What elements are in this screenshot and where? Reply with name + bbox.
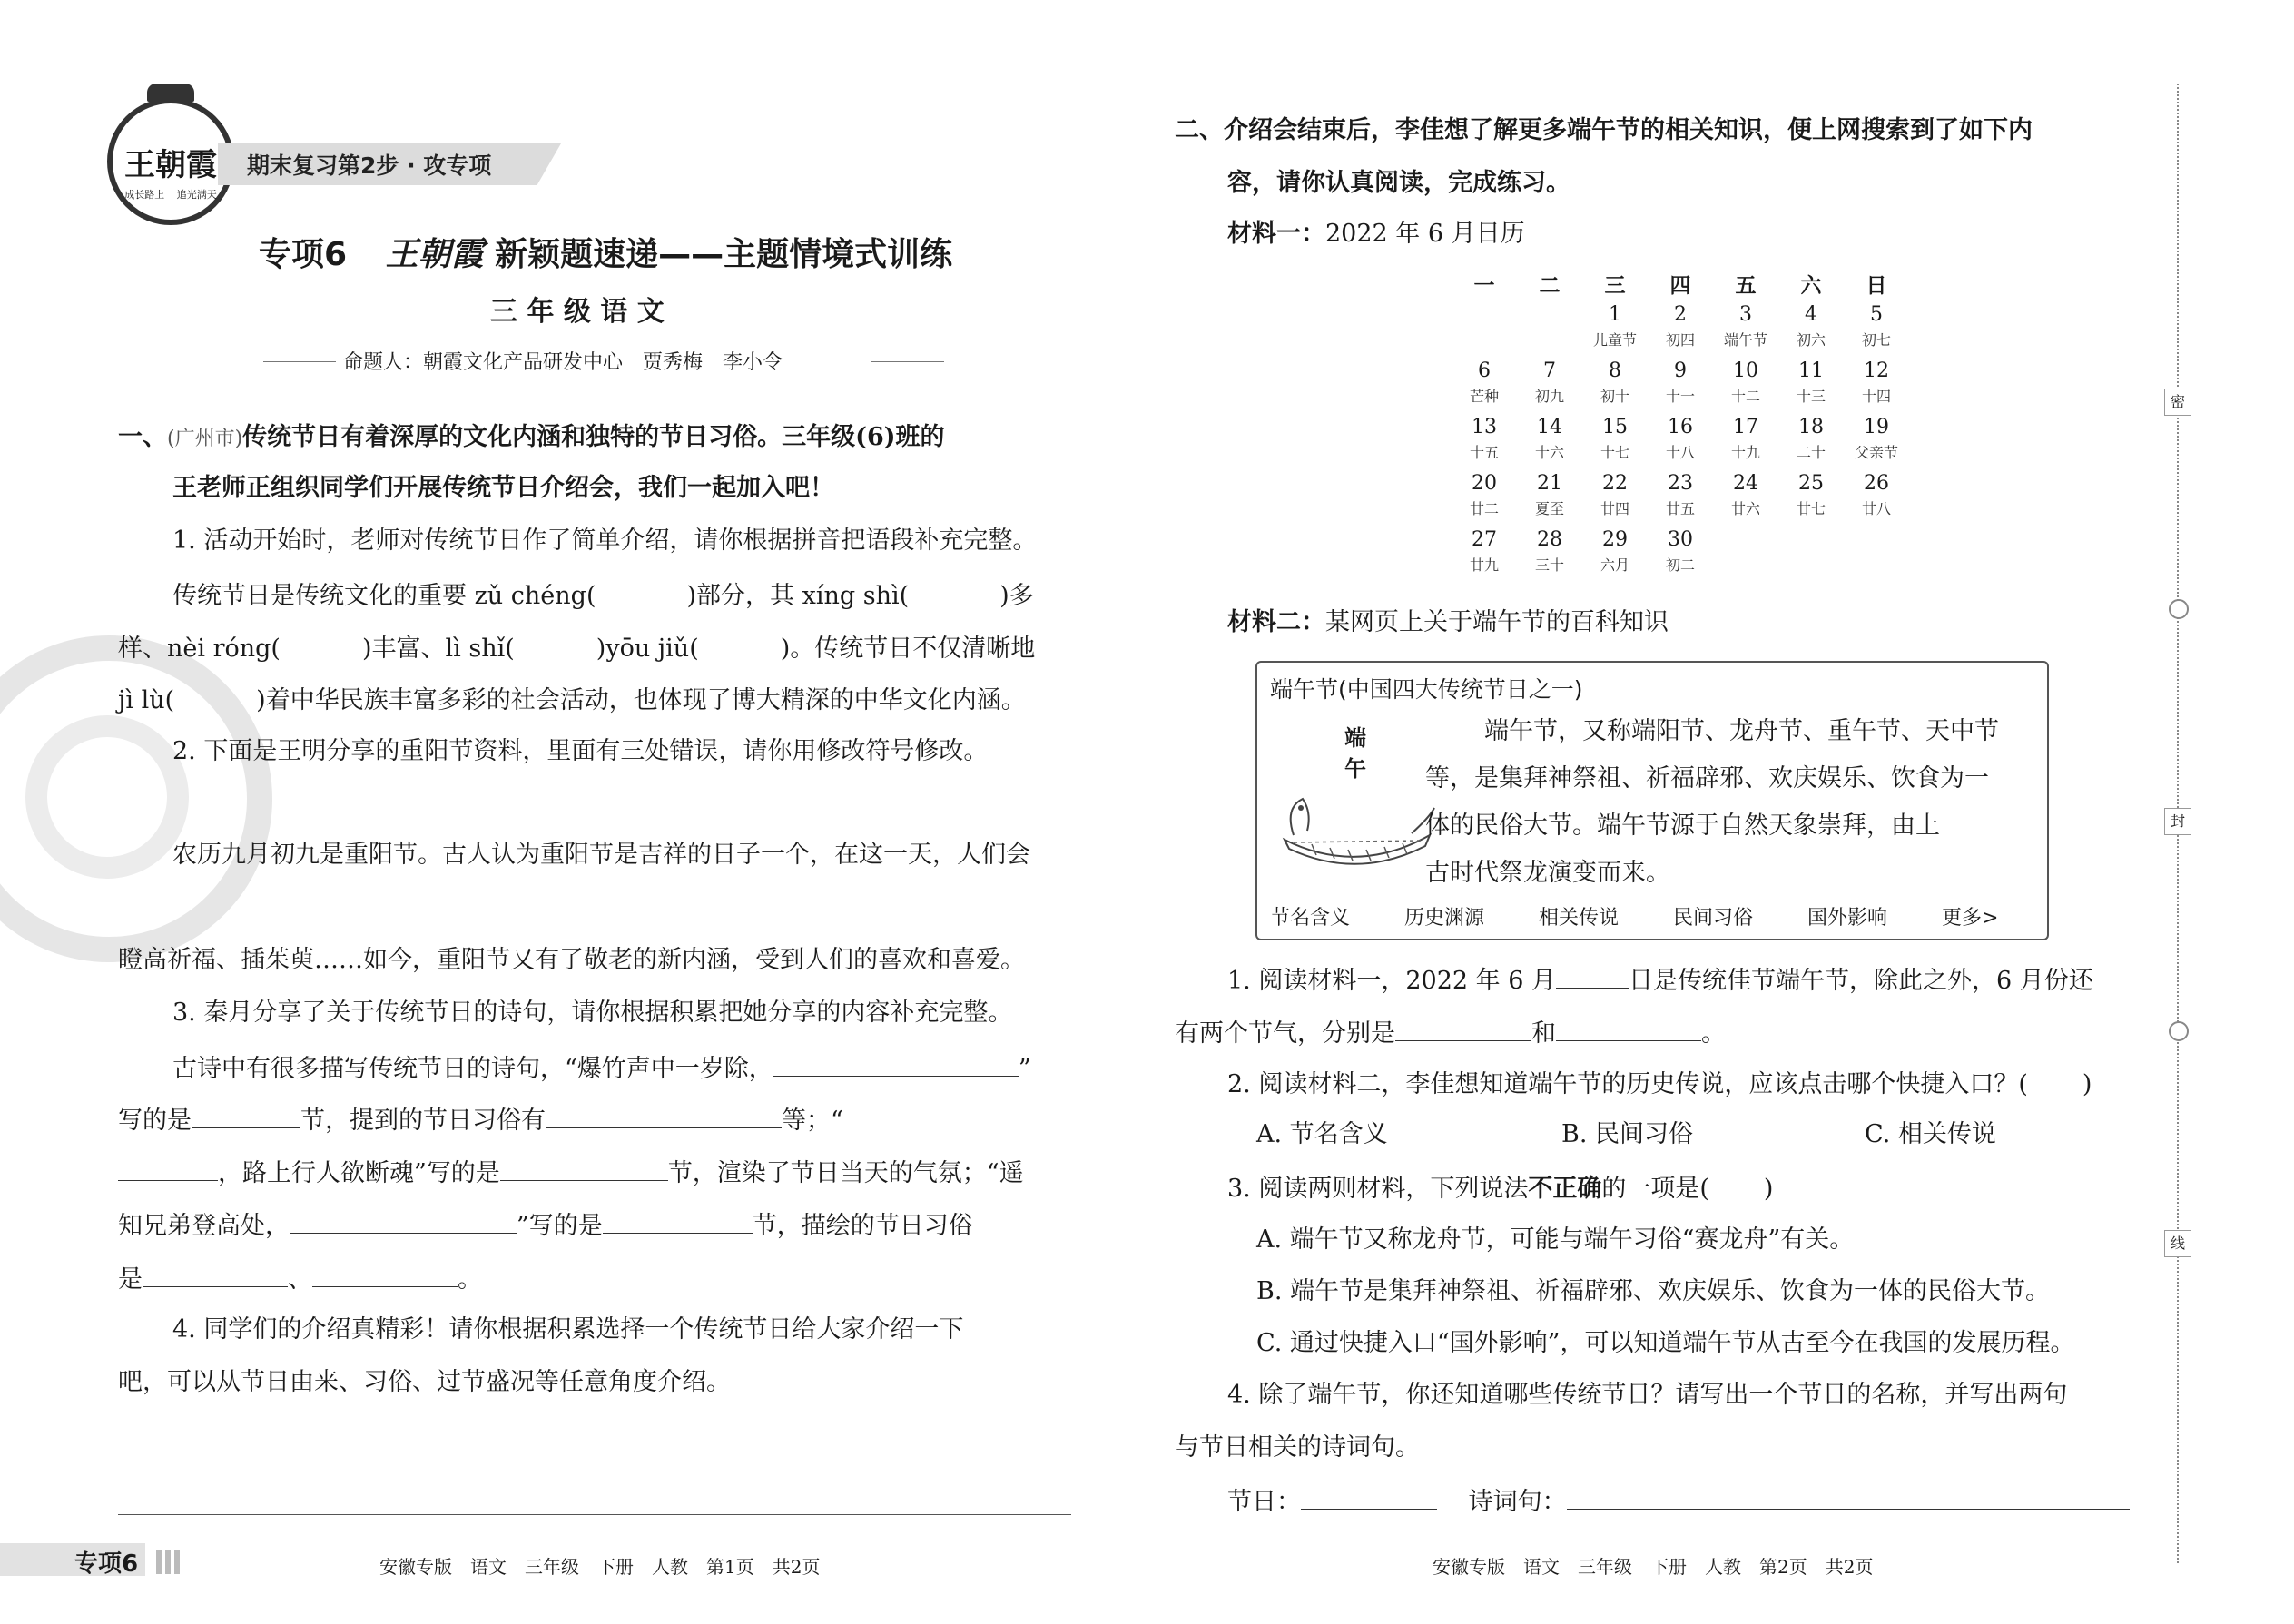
calendar-day: 23	[1668, 472, 1693, 495]
s1-q2-passage: 瞪高祈福、插茱萸……如今，重阳节又有了敬老的新内涵，受到人们的喜欢和喜爱。	[118, 946, 1025, 974]
encyclopedia-body: 古时代祭龙演变而来。	[1425, 859, 1670, 887]
calendar-day-note: 初六	[1796, 331, 1826, 349]
s1-q3-text: 节，渲染了节日当天的气氛；“遥	[667, 1159, 1024, 1187]
authors-rule-right	[871, 361, 944, 362]
s2-q3-option-a[interactable]: A. 端午节又称龙舟节，可能与端午习俗“赛龙舟”有关。	[1256, 1225, 1855, 1254]
link-history[interactable]: 历史渊源	[1404, 907, 1485, 930]
calendar-day: 14	[1537, 416, 1562, 438]
logo-small-right: 追光满天	[176, 189, 217, 201]
calendar-day: 7	[1543, 359, 1556, 382]
calendar-day: 20	[1472, 472, 1497, 495]
s1-q1-text: )yōu jiǔ(	[596, 635, 699, 663]
calendar-day-note: 十一	[1665, 388, 1695, 405]
calendar-day-note: 三十	[1534, 556, 1564, 574]
answer-blank[interactable]	[500, 1155, 668, 1181]
calendar-day: 15	[1602, 416, 1628, 438]
calendar-day: 8	[1609, 359, 1621, 382]
answer-blank[interactable]	[1556, 962, 1629, 989]
page-subtitle: 三 年 级 语 文	[490, 296, 665, 328]
calendar-day: 2	[1674, 303, 1687, 326]
page-title: 新颖题速递——主题情境式训练	[495, 236, 953, 273]
festival-label: 节日：	[1227, 1488, 1301, 1516]
s1-q3-text: 知兄弟登高处，	[118, 1212, 290, 1240]
calendar-day-note: 廿七	[1796, 500, 1826, 517]
material2-label: 材料二：	[1227, 608, 1325, 636]
answer-blank[interactable]	[118, 1155, 218, 1181]
answer-blank[interactable]	[773, 1050, 1019, 1077]
encyclopedia-box	[1255, 661, 2049, 940]
s1-q1-text: )。传统节日不仅清晰地	[780, 635, 1036, 663]
calendar-day-note: 二十	[1796, 444, 1826, 461]
calendar-day-note: 十九	[1730, 444, 1760, 461]
s2-q2-option-c[interactable]: C. 相关传说	[1865, 1120, 1996, 1148]
calendar-day-note: 父亲节	[1854, 444, 1898, 461]
logo-crown-icon	[147, 84, 194, 102]
link-legends[interactable]: 相关传说	[1539, 907, 1620, 930]
s2-q4-prompt-cont: 与节日相关的诗词句。	[1175, 1433, 1420, 1462]
s1-q1-text: )丰富、lì shǐ(	[361, 635, 515, 663]
material2-text: 某网页上关于端午节的百科知识	[1325, 608, 1669, 636]
calendar-day: 27	[1472, 528, 1497, 551]
link-foreign-influence[interactable]: 国外影响	[1807, 907, 1888, 930]
calendar-day-note: 初十	[1600, 388, 1629, 405]
calendar-day-note: 十八	[1665, 444, 1695, 461]
poem-label: 诗词句：	[1468, 1488, 1567, 1516]
answer-blank[interactable]	[1556, 1015, 1701, 1041]
s1-q3-prompt: 3. 秦月分享了关于传统节日的诗句，请你根据积累把她分享的内容补充完整。	[172, 999, 1013, 1027]
title-brand: 王朝霞	[385, 235, 484, 273]
calendar-day-note: 儿童节	[1592, 331, 1637, 349]
s1-q1-text: )着中华民族丰富多彩的社会活动，也体现了博大精深的中华文化内涵。	[256, 686, 1026, 714]
answer-blank[interactable]	[290, 1207, 517, 1234]
calendar-day: 28	[1537, 528, 1562, 551]
writing-line[interactable]	[118, 1514, 1071, 1515]
calendar-day: 17	[1733, 416, 1758, 438]
answer-box[interactable]	[909, 578, 999, 604]
answer-box[interactable]	[174, 683, 256, 708]
calendar-day: 16	[1668, 416, 1693, 438]
calendar-day-note: 端午节	[1723, 331, 1767, 349]
s2-q1-text: 。	[1701, 1019, 1726, 1048]
calendar-day-note: 十六	[1534, 444, 1564, 461]
calendar-day-note: 六月	[1600, 556, 1629, 574]
answer-box[interactable]	[515, 631, 596, 656]
calendar-weekday: 一	[1473, 273, 1495, 298]
s1-q1-text: )部分，其 xíng shì(	[686, 582, 910, 610]
margin-label-feng: 封	[2164, 808, 2191, 835]
s1-q3-text: 古诗中有很多描写传统节日的诗句，“爆竹声中一岁除，	[172, 1055, 773, 1083]
link-name-meaning[interactable]: 节名含义	[1270, 907, 1351, 930]
calendar-day: 11	[1798, 359, 1824, 382]
encyclopedia-title: 端午节(中国四大传统节日之一)	[1270, 676, 1583, 703]
footer-page-info: 安徽专版 语文 三年级 下册 人教 第2页 共2页	[1433, 1556, 1874, 1578]
s2-q1-text: 和	[1531, 1019, 1556, 1048]
calendar-weekday: 四	[1669, 273, 1691, 298]
authors-rule-left	[263, 361, 336, 362]
section1-heading: 传统节日有着深厚的文化内涵和独特的节日习俗。三年级(6)班的	[242, 423, 945, 451]
answer-blank[interactable]	[143, 1261, 288, 1287]
calendar-day: 19	[1864, 416, 1889, 438]
encyclopedia-caption: 端午	[1344, 724, 1366, 782]
answer-blank[interactable]	[1395, 1015, 1531, 1041]
calendar-weekday: 二	[1539, 273, 1561, 298]
calendar-day: 21	[1537, 472, 1562, 495]
calendar-day: 24	[1733, 472, 1758, 495]
calendar-day-note: 十五	[1469, 444, 1499, 461]
calendar-day: 29	[1602, 528, 1628, 551]
header-band-label: 期末复习第2步 · 攻专项	[247, 153, 492, 179]
answer-box[interactable]	[281, 631, 362, 656]
s2-q3-emphasis: 不正确	[1528, 1175, 1602, 1203]
answer-blank[interactable]	[312, 1261, 458, 1287]
calendar-day: 25	[1798, 472, 1824, 495]
s2-q1-text: 1. 阅读材料一，2022 年 6 月	[1227, 967, 1556, 995]
s1-q3-text: 节，描绘的节日习俗	[752, 1212, 973, 1240]
calendar-day-note: 芒种	[1469, 388, 1499, 405]
calendar-day: 5	[1870, 303, 1883, 326]
calendar-day: 30	[1668, 528, 1693, 551]
calendar-day: 13	[1472, 416, 1497, 438]
s1-q3-text: 、	[288, 1265, 312, 1294]
binding-circle-icon	[2169, 1021, 2189, 1041]
answer-blank[interactable]	[546, 1102, 782, 1128]
calendar-day: 4	[1805, 303, 1817, 326]
calendar-day-note: 十三	[1796, 388, 1826, 405]
dragon-boat-image	[1275, 790, 1439, 871]
title-prefix: 专项6	[259, 236, 348, 273]
calendar-day-note: 廿二	[1469, 500, 1499, 517]
s2-q3-text: 3. 阅读两则材料，下列说法	[1227, 1175, 1529, 1203]
calendar-day: 22	[1602, 472, 1628, 495]
encyclopedia-body: 等，是集拜神祭祖、祈福辟邪、欢庆娱乐、饮食为一	[1425, 764, 1989, 792]
logo-text: 王朝霞	[124, 147, 217, 183]
s2-q4-prompt: 4. 除了端午节，你还知道哪些传统节日？请写出一个节日的名称，并写出两句	[1227, 1381, 2068, 1409]
footer-decor	[156, 1550, 180, 1574]
calendar-day-note: 廿六	[1730, 500, 1760, 517]
margin-label-xian: 线	[2164, 1230, 2191, 1257]
s1-q3-text: 。	[458, 1265, 482, 1294]
link-more[interactable]: 更多>	[1942, 907, 1999, 930]
s2-q3-option-c[interactable]: C. 通过快捷入口“国外影响”，可以知道端午节从古至今在我国的发展历程。	[1256, 1329, 2075, 1357]
calendar-weekday: 三	[1604, 273, 1626, 298]
calendar-day: 9	[1674, 359, 1687, 382]
answer-box[interactable]	[699, 631, 781, 656]
s2-q2-option-b[interactable]: B. 民间习俗	[1561, 1120, 1694, 1148]
calendar-day-note: 夏至	[1534, 500, 1564, 517]
calendar-weekday: 五	[1735, 273, 1757, 298]
s1-q2-prompt: 2. 下面是王明分享的重阳节资料，里面有三处错误，请你用修改符号修改。	[172, 737, 989, 765]
s2-q3-text: )	[1763, 1175, 1774, 1203]
calendar	[1452, 269, 1925, 577]
calendar-day-note: 廿八	[1861, 500, 1891, 517]
s1-q4-prompt: 4. 同学们的介绍真精彩！请你根据积累选择一个传统节日给大家介绍一下	[172, 1315, 964, 1343]
s2-q3-text: 的一项是(	[1601, 1175, 1709, 1203]
binding-circle-icon	[2169, 599, 2189, 619]
calendar-day: 6	[1478, 359, 1491, 382]
s2-q1-text: 日是传统佳节端午节，除此之外，6 月份还	[1628, 967, 2093, 995]
s1-q1-text: 样、nèi róng(	[118, 635, 281, 663]
section2-heading: 二、介绍会结束后，李佳想了解更多端午节的相关知识，便上网搜索到了如下内	[1175, 116, 2033, 144]
material1-text: 2022 年 6 月日历	[1325, 220, 1525, 248]
brand-logo	[107, 98, 234, 225]
calendar-day-note: 廿四	[1600, 500, 1629, 517]
calendar-day: 3	[1739, 303, 1752, 326]
s1-q4-prompt-cont: 吧，可以从节日由来、习俗、过节盛况等任意角度介绍。	[118, 1368, 731, 1396]
s1-q3-text: ”写的是	[517, 1212, 603, 1240]
s2-q3-option-b[interactable]: B. 端午节是集拜神祭祖、祈福辟邪、欢庆娱乐、饮食为一体的民俗大节。	[1256, 1277, 2051, 1305]
s2-q1-text: 有两个节气，分别是	[1175, 1019, 1395, 1048]
link-customs[interactable]: 民间习俗	[1673, 907, 1754, 930]
calendar-day: 12	[1864, 359, 1889, 382]
s1-q3-text: ”	[1018, 1055, 1031, 1083]
s1-q1-prompt: 1. 活动开始时，老师对传统节日作了简单介绍，请你根据拼音把语段补充完整。	[172, 527, 1038, 555]
s2-q2-text: 2. 阅读材料二，李佳想知道端午节的历史传说，应该点击哪个快捷入口？(	[1227, 1070, 2028, 1098]
calendar-day-note: 廿九	[1469, 556, 1499, 574]
s1-q3-text: 等；“	[782, 1107, 843, 1135]
footer-section-tag: 专项6	[74, 1550, 139, 1578]
answer-box[interactable]	[596, 578, 686, 604]
section1-tag: (广州市)	[167, 428, 243, 450]
calendar-day-note: 十二	[1730, 388, 1760, 405]
s1-q1-text: 传统节日是传统文化的重要 zǔ chéng(	[172, 582, 596, 610]
s1-q2-passage: 农历九月初九是重阳节。古人认为重阳节是吉祥的日子一个，在这一天，人们会	[172, 841, 1030, 869]
calendar-day-note: 初四	[1665, 331, 1695, 349]
calendar-weekday: 日	[1866, 273, 1887, 298]
calendar-day: 1	[1609, 303, 1621, 326]
s2-q2-option-a[interactable]: A. 节名含义	[1256, 1120, 1388, 1148]
margin-label-mi: 密	[2164, 389, 2191, 416]
encyclopedia-body: 端午节，又称端阳节、龙舟节、重午节、天中节	[1484, 717, 1999, 745]
s1-q3-text: ，路上行人欲断魂”写的是	[218, 1159, 500, 1187]
section1-heading-cont: 王老师正组织同学们开展传统节日介绍会，我们一起加入吧！	[172, 474, 834, 502]
authors-line: 命题人：朝霞文化产品研发中心 贾秀梅 李小令	[343, 351, 783, 374]
calendar-day-note: 初九	[1534, 388, 1564, 405]
calendar-day-note: 十四	[1861, 388, 1891, 405]
calendar-day-note: 初七	[1861, 331, 1891, 349]
footer-page-info: 安徽专版 语文 三年级 下册 人教 第1页 共2页	[379, 1556, 821, 1578]
answer-box[interactable]	[2028, 1067, 2082, 1092]
answer-blank[interactable]	[192, 1102, 300, 1128]
calendar-weekday: 六	[1800, 273, 1822, 298]
encyclopedia-body: 体的民俗大节。端午节源于自然天象崇拜，由上	[1425, 812, 1940, 840]
s1-q1-text: jì lù(	[118, 686, 175, 714]
section1-num: 一、	[118, 423, 167, 451]
s1-q3-text: 节，提到的节日习俗有	[300, 1107, 546, 1135]
answer-box[interactable]	[1709, 1171, 1764, 1196]
calendar-day-note: 廿五	[1665, 500, 1695, 517]
logo-small-left: 成长路上	[124, 189, 165, 201]
poem-answer-blank[interactable]	[1567, 1483, 2130, 1510]
festival-answer-blank[interactable]	[1301, 1483, 1437, 1510]
calendar-day: 18	[1798, 416, 1824, 438]
calendar-day-note: 十七	[1600, 444, 1629, 461]
calendar-day: 10	[1733, 359, 1758, 382]
s1-q1-text: )多	[999, 582, 1034, 610]
s2-q2-text: )	[2082, 1070, 2092, 1098]
calendar-day-note: 初二	[1665, 556, 1695, 574]
s1-q3-text: 是	[118, 1265, 143, 1294]
calendar-day: 26	[1864, 472, 1889, 495]
material1-label: 材料一：	[1227, 220, 1325, 248]
s1-q3-text: 写的是	[118, 1107, 192, 1135]
section2-heading-cont: 容，请你认真阅读，完成练习。	[1227, 169, 1570, 197]
answer-blank[interactable]	[603, 1207, 753, 1234]
